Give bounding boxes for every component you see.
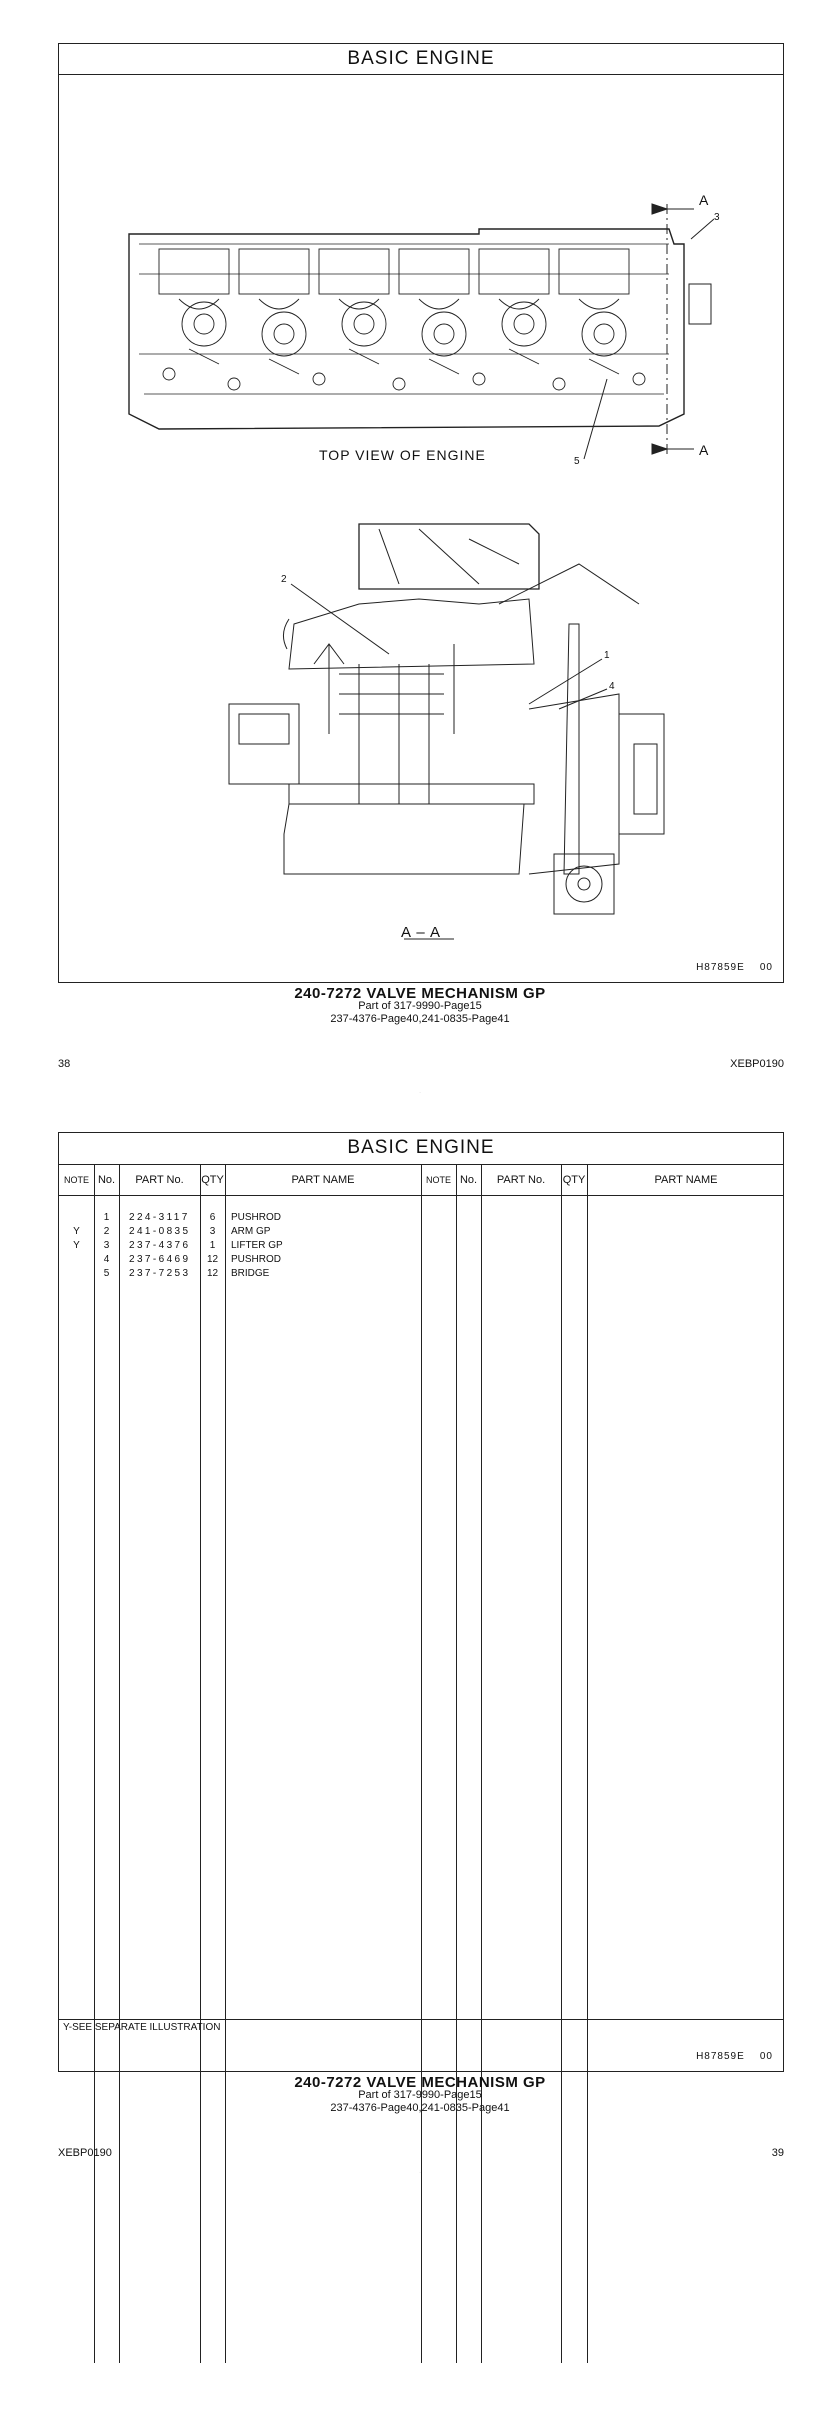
col-line [94,1165,95,2363]
section-marker-top: A [699,192,710,208]
row-note: Y [73,1240,80,1251]
page1-caption [0,987,840,1026]
col-line [456,1165,457,2363]
table-row [59,1225,421,1239]
page2-number: 39 [771,2147,784,2159]
header-part-name: PART NAME [291,1174,355,1186]
page1-figure-id: H87859E 00 [696,962,773,973]
page1-footer-mark: · [419,1090,421,1095]
callout-3: 3 [714,212,721,223]
page2-caption [0,2076,840,2115]
row-part-no: 237-7253 [129,1268,191,1279]
row-part-no: 224-3117 [129,1212,190,1223]
col-line [225,1165,226,2363]
callout-1: 1 [604,650,611,661]
header-no-2: No. [459,1174,478,1186]
header-part-no-2: PART No. [496,1174,546,1186]
row-no: 3 [103,1240,110,1251]
page2-section-title: BASIC ENGINE [347,1137,495,1158]
col-line [200,1165,201,2363]
footnote: Y-SEE SEPARATE ILLUSTRATION [63,2022,221,2033]
parts-table [59,1165,783,2415]
page2-figure-id: H87859E 00 [696,2051,773,2062]
section-label: A – A [401,924,442,941]
table-row [59,1239,421,1253]
page1-caption-title: 240-7272 VALVE MECHANISM GP [294,985,546,1002]
header-note-2: NOTE [425,1175,451,1185]
page1-doc-code: XEBP0190 [730,1058,784,1070]
row-no: 2 [103,1226,110,1237]
col-line [561,1165,562,2363]
row-note: Y [73,1226,80,1237]
row-no: 1 [103,1212,110,1223]
page2-caption-title: 240-7272 VALVE MECHANISM GP [294,2074,546,2091]
page2-frame [58,1132,784,2072]
row-qty: 12 [206,1254,219,1265]
table-row [59,1267,421,1281]
row-part-name: BRIDGE [231,1268,270,1279]
top-view-drawing [59,44,785,984]
page1-frame [58,43,784,983]
table-row [59,1253,421,1267]
row-part-name: PUSHROD [231,1254,282,1265]
row-qty: 6 [209,1212,216,1223]
col-line [481,1165,482,2363]
row-qty: 1 [209,1240,216,1251]
page1-number: 38 [58,1058,71,1070]
callout-5: 5 [574,456,581,467]
row-part-no: 241-0835 [129,1226,191,1237]
row-part-no: 237-4376 [129,1240,191,1251]
header-part-name-2: PART NAME [654,1174,718,1186]
row-no: 5 [103,1268,110,1279]
page1-caption-line2: 237-4376-Page40,241-0835-Page41 [330,1013,510,1025]
header-note: NOTE [63,1175,89,1185]
page1-section-title: BASIC ENGINE [347,48,495,69]
row-part-name: ARM GP [231,1226,271,1237]
header-no: No. [97,1174,116,1186]
page1-caption-line1: Part of 317-9990-Page15 [358,1000,482,1012]
row-qty: 3 [209,1226,216,1237]
col-line [119,1165,120,2363]
row-part-name: PUSHROD [231,1212,282,1223]
row-no: 4 [103,1254,110,1265]
section-marker-bottom: A [699,442,710,458]
col-line [421,1165,422,2363]
footnote-divider [59,2019,783,2020]
page2-doc-code: XEBP0190 [58,2147,112,2159]
table-row [59,1211,421,1225]
header-qty-2: QTY [562,1174,586,1186]
col-line [587,1165,588,2363]
page2-caption-line1: Part of 317-9990-Page15 [358,2089,482,2101]
callout-2: 2 [281,574,288,585]
page2-caption-line2: 237-4376-Page40,241-0835-Page41 [330,2102,510,2114]
header-part-no: PART No. [135,1174,184,1186]
row-part-no: 237-6469 [129,1254,191,1265]
header-qty: QTY [201,1174,224,1186]
callout-4: 4 [609,681,616,692]
page2-footer-mark: · [419,2170,421,2175]
row-qty: 12 [206,1268,219,1279]
row-part-name: LIFTER GP [231,1240,283,1251]
top-view-label: TOP VIEW OF ENGINE [319,447,486,463]
